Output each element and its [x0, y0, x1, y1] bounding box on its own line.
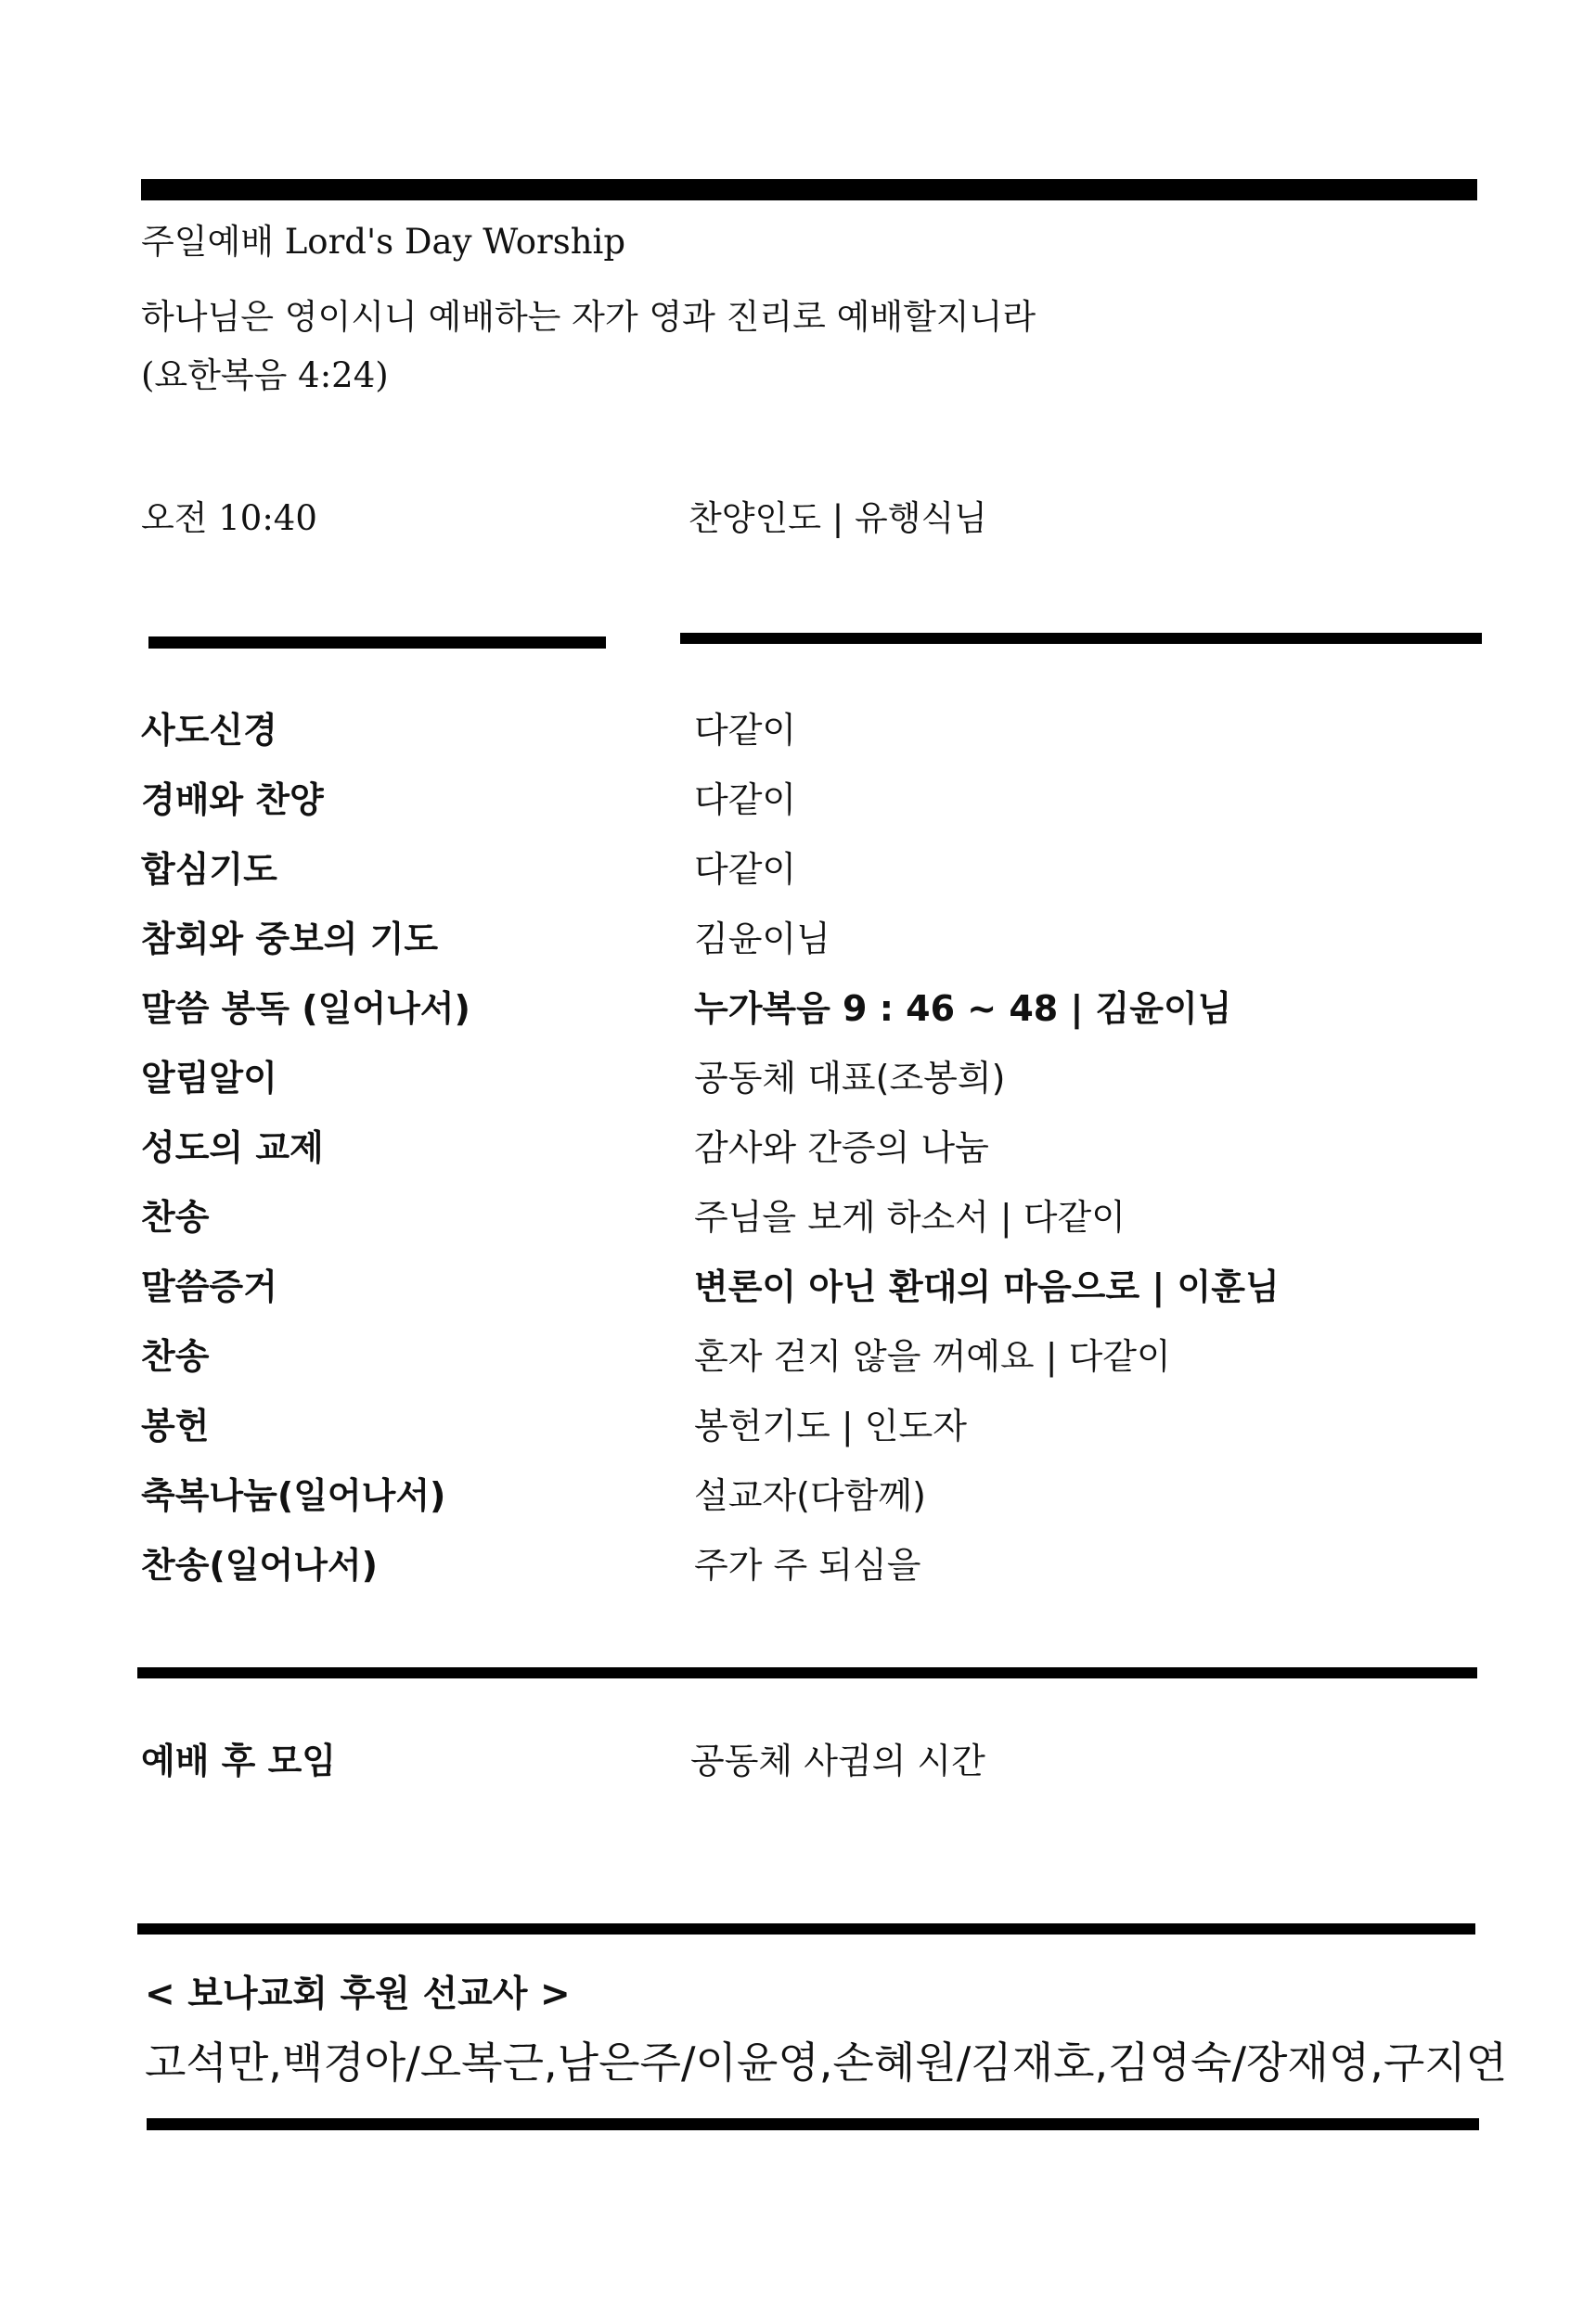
order-label: 참회와 중보의 기도	[141, 919, 439, 959]
order-label: 봉헌	[141, 1406, 210, 1446]
order-value: 다같이	[694, 710, 797, 751]
order-label: 찬송	[141, 1197, 210, 1238]
missionary-bottom-divider	[147, 2118, 1479, 2130]
order-row	[0, 765, 1596, 835]
order-label: 성도의 교제	[141, 1127, 324, 1168]
order-label: 축복나눔(일어나서)	[141, 1475, 446, 1516]
top-divider	[141, 179, 1477, 200]
missionary-title: < 보나교회 후원 선교사 >	[145, 1973, 571, 2015]
order-value: 공동체 대표(조봉희)	[694, 1058, 1006, 1099]
order-label: 말씀증거	[141, 1266, 277, 1307]
order-row	[0, 1044, 1596, 1113]
order-value: 주님을 보게 하소서 | 다같이	[694, 1197, 1126, 1238]
order-row	[0, 1253, 1596, 1322]
order-label: 찬송(일어나서)	[141, 1545, 378, 1586]
verse-text: 하나님은 영이시니 예배하는 자가 영과 진리로 예배할지니라	[141, 297, 1036, 337]
order-value: 다같이	[694, 779, 797, 820]
order-label: 경배와 찬양	[141, 779, 324, 820]
order-label: 알림알이	[141, 1058, 277, 1099]
verse-reference: (요한복음 4:24)	[141, 355, 389, 395]
order-row	[0, 1183, 1596, 1253]
after-worship-value: 공동체 사귐의 시간	[690, 1741, 985, 1781]
order-label: 찬송	[141, 1336, 210, 1377]
worship-time: 오전 10:40	[141, 498, 317, 538]
order-value: 누가복음 9 : 46 ~ 48 | 김윤이님	[694, 988, 1232, 1029]
order-label: 합심기도	[141, 849, 277, 890]
order-value: 혼자 걷지 않을 꺼예요 | 다같이	[694, 1336, 1171, 1377]
order-value: 설교자(다함께)	[694, 1475, 926, 1516]
order-value: 감사와 간증의 나눔	[694, 1127, 989, 1168]
order-row	[0, 1392, 1596, 1461]
order-row	[0, 974, 1596, 1044]
order-label: 말씀 봉독 (일어나서)	[141, 988, 470, 1029]
order-row	[0, 905, 1596, 974]
order-row	[0, 1322, 1596, 1392]
order-value: 봉헌기도 | 인도자	[694, 1406, 967, 1446]
order-row	[0, 835, 1596, 905]
order-row	[0, 1531, 1596, 1600]
left-divider	[148, 636, 606, 649]
worship-leader: 찬양인도 | 유행식님	[689, 498, 987, 538]
missionary-list: 고석만,백경아/오복근,남은주/이윤영,손혜원/김재호,김영숙/장재영,구지연	[145, 2037, 1508, 2088]
after-worship-label: 예배 후 모임	[141, 1741, 336, 1781]
order-value: 주가 주 되심을	[694, 1545, 921, 1586]
order-row	[0, 1113, 1596, 1183]
right-divider	[680, 633, 1482, 644]
order-row	[0, 1461, 1596, 1531]
order-value: 변론이 아닌 환대의 마음으로 | 이훈님	[694, 1266, 1280, 1307]
order-value: 김윤이님	[694, 919, 830, 959]
after-worship-row	[0, 1727, 1596, 1796]
missionary-top-divider	[137, 1923, 1475, 1935]
order-row	[0, 696, 1596, 765]
order-label: 사도신경	[141, 710, 277, 751]
worship-title: 주일예배 Lord's Day Worship	[141, 222, 626, 262]
middle-divider	[137, 1667, 1477, 1678]
order-value: 다같이	[694, 849, 797, 890]
